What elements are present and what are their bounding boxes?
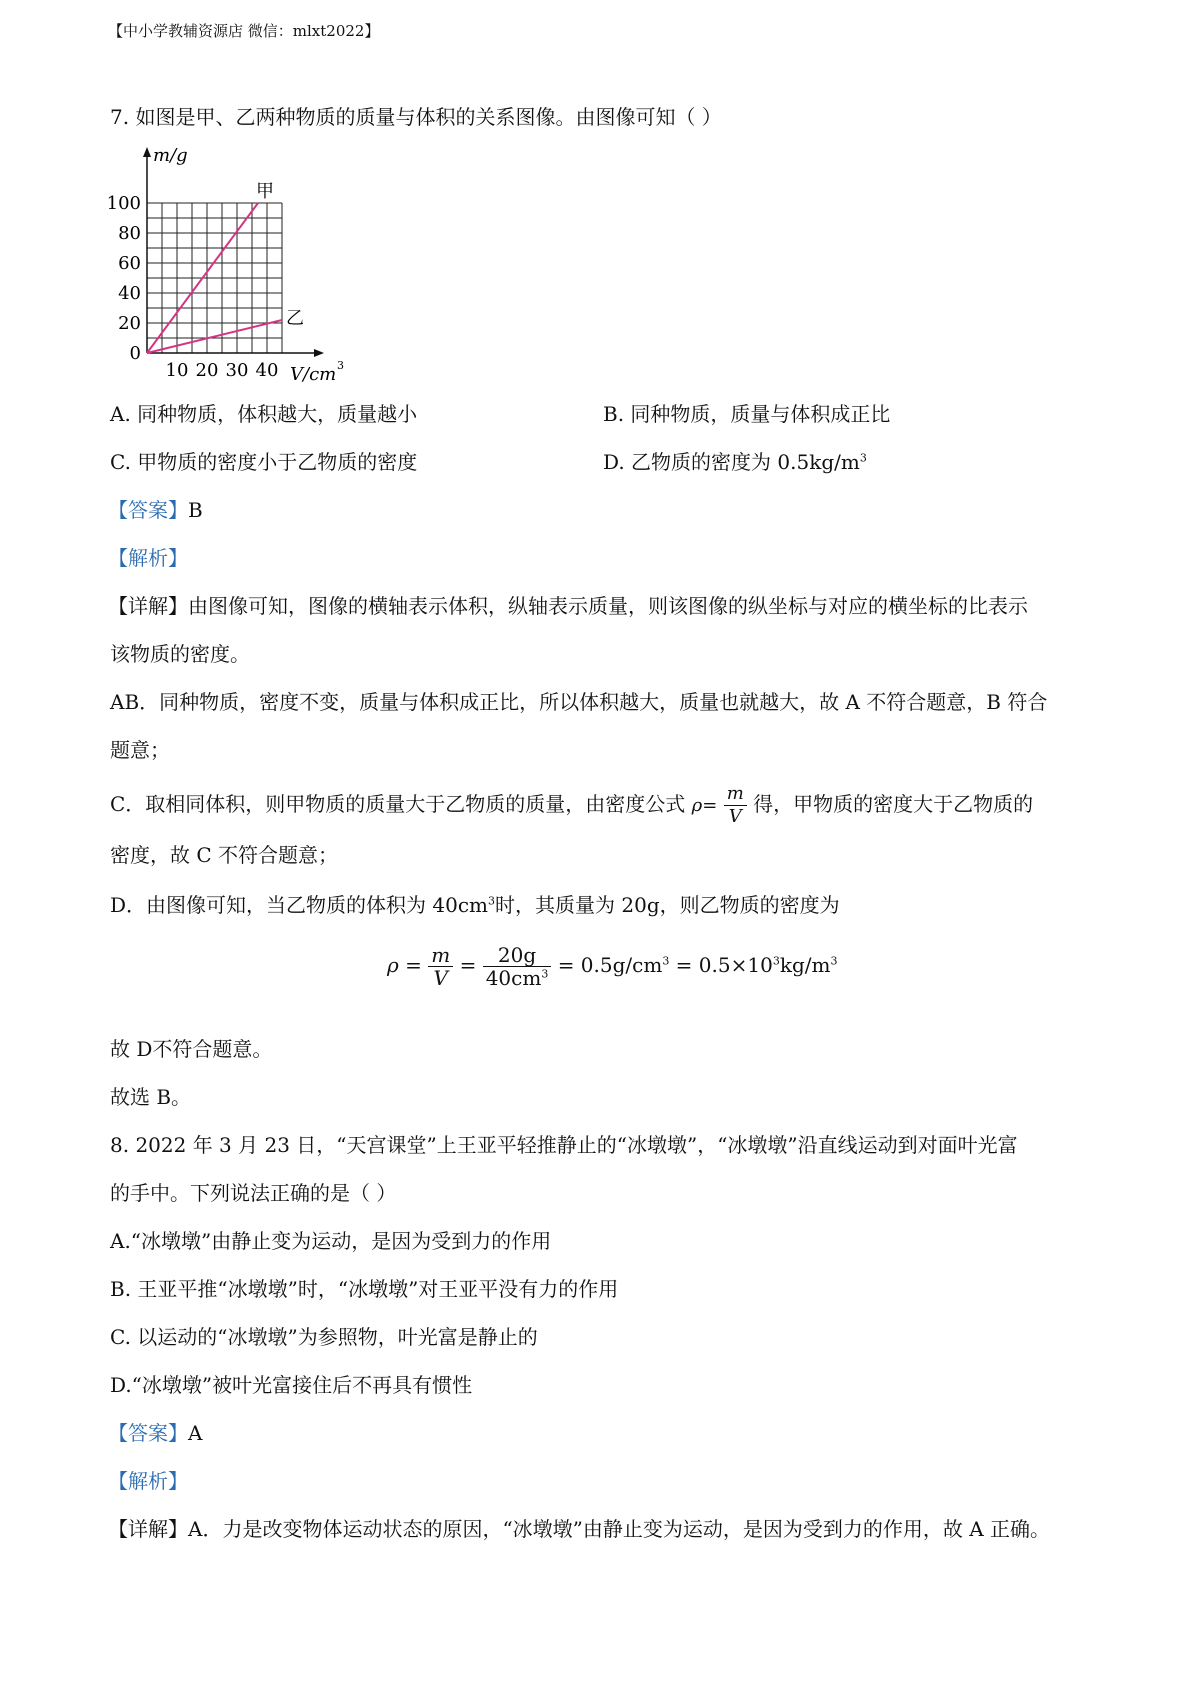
q8-option-a: A.“冰墩墩”由静止变为运动，是因为受到力的作用 [110, 1229, 552, 1253]
q8-option-b: B. 王亚平推“冰墩墩”时，“冰墩墩”对王亚平没有力的作用 [110, 1277, 619, 1301]
q7-detail-line2: 该物质的密度。 [110, 642, 250, 666]
y-axis-arrow [143, 147, 151, 157]
q8-option-d: D.“冰墩墩”被叶光富接住后不再具有惯性 [110, 1373, 473, 1397]
x-tick-label: 40 [255, 360, 279, 381]
page-header: 【中小学教辅资源店 微信：mlxt2022】 [108, 22, 380, 40]
q7-option-c: C. 甲物质的密度小于乙物质的密度 [110, 450, 418, 474]
y-tick-label: 100 [106, 193, 141, 214]
x-axis-label-sup: 3 [337, 359, 344, 372]
detail-tag: 【详解】 [108, 594, 188, 618]
q7-conclusion2: 故选 B。 [110, 1085, 192, 1109]
q7-answer [108, 498, 203, 522]
q7-option-a: A. 同种物质，体积越大，质量越小 [110, 402, 418, 426]
series-label-jia: 甲 [256, 181, 274, 202]
y-axis-label: m/g [153, 145, 188, 166]
q8-stem-line2: 的手中。下列说法正确的是（ ） [110, 1181, 397, 1205]
q7-option-b: B. 同种物质，质量与体积成正比 [603, 402, 891, 426]
q7-conclusion1: 故 D不符合题意。 [110, 1037, 273, 1061]
answer-value: A [188, 1421, 203, 1445]
q8-detail-line: 【详解】A．力是改变物体运动状态的原因，“冰墩墩”由静止变为运动，是因为受到力的作用，故 A 正确。 [108, 1517, 1051, 1541]
answer-value: B [188, 498, 203, 522]
answer-tag: 【答案】 [108, 1421, 188, 1445]
mass-volume-chart [95, 145, 385, 385]
y-tick-label: 20 [118, 313, 141, 334]
y-tick-label: 60 [118, 253, 141, 274]
q7-d-line: D．由图像可知，当乙物质的体积为 $40cm^3$时，其质量为 20g，则乙物质的密度为 [110, 893, 840, 917]
x-tick-label: 20 [195, 360, 219, 381]
detail-tag: 【详解】 [108, 1517, 188, 1541]
q8-answer [108, 1421, 202, 1445]
q7-ab-line2: 题意； [110, 738, 170, 762]
q7-c-line1: C．取相同体积，则甲物质的质量大于乙物质的质量，由密度公式 ρ= $\frac{m}{V}$ 得，甲物质的密度大于乙物质的 [110, 783, 1034, 827]
x-axis-arrow [314, 349, 324, 357]
x-axis-label: V/cm [290, 364, 337, 385]
q8-analysis-tag: 【解析】 [108, 1469, 188, 1493]
series-label-yi: 乙 [286, 308, 304, 329]
q8-stem-line1: 8. 2022 年 3 月 23 日，“天宫课堂”上王亚平轻推静止的“冰墩墩”，“冰墩墩”沿直线运动到对面叶光富 [110, 1133, 1018, 1157]
q7-c-line2: 密度，故 C 不符合题意； [110, 843, 339, 867]
x-tick-label: 30 [225, 360, 249, 381]
y-tick-label: 80 [118, 223, 141, 244]
y-tick-label: 40 [118, 283, 141, 304]
q7-analysis-tag: 【解析】 [108, 546, 188, 570]
q7-ab-line1: AB．同种物质，密度不变，质量与体积成正比，所以体积越大，质量也就越大，故 A 不符合题意，B 符合 [110, 690, 1048, 714]
q7-stem: 7. 如图是甲、乙两种物质的质量与体积的关系图像。由图像可知（ ） [110, 105, 722, 129]
density-calculation: ρ = $\frac{m}{V}$ = $\frac{20g}{40cm^3}$ = $0.5g/cm^3 = 0.5\times 10^3kg/m^3$ [387, 943, 838, 990]
answer-tag: 【答案】 [108, 498, 188, 522]
density-formula-inline: ρ= [691, 794, 718, 816]
q7-option-d: D. 乙物质的密度为 $0.5kg/m^3$ [603, 450, 867, 474]
y-tick-label: 0 [129, 343, 141, 364]
x-tick-label: 10 [165, 360, 189, 381]
q8-option-c: C. 以运动的“冰墩墩”为参照物，叶光富是静止的 [110, 1325, 538, 1349]
q7-detail-line1: 【详解】由图像可知，图像的横轴表示体积，纵轴表示质量，则该图像的纵坐标与对应的横坐标的比表示 [108, 594, 1028, 618]
